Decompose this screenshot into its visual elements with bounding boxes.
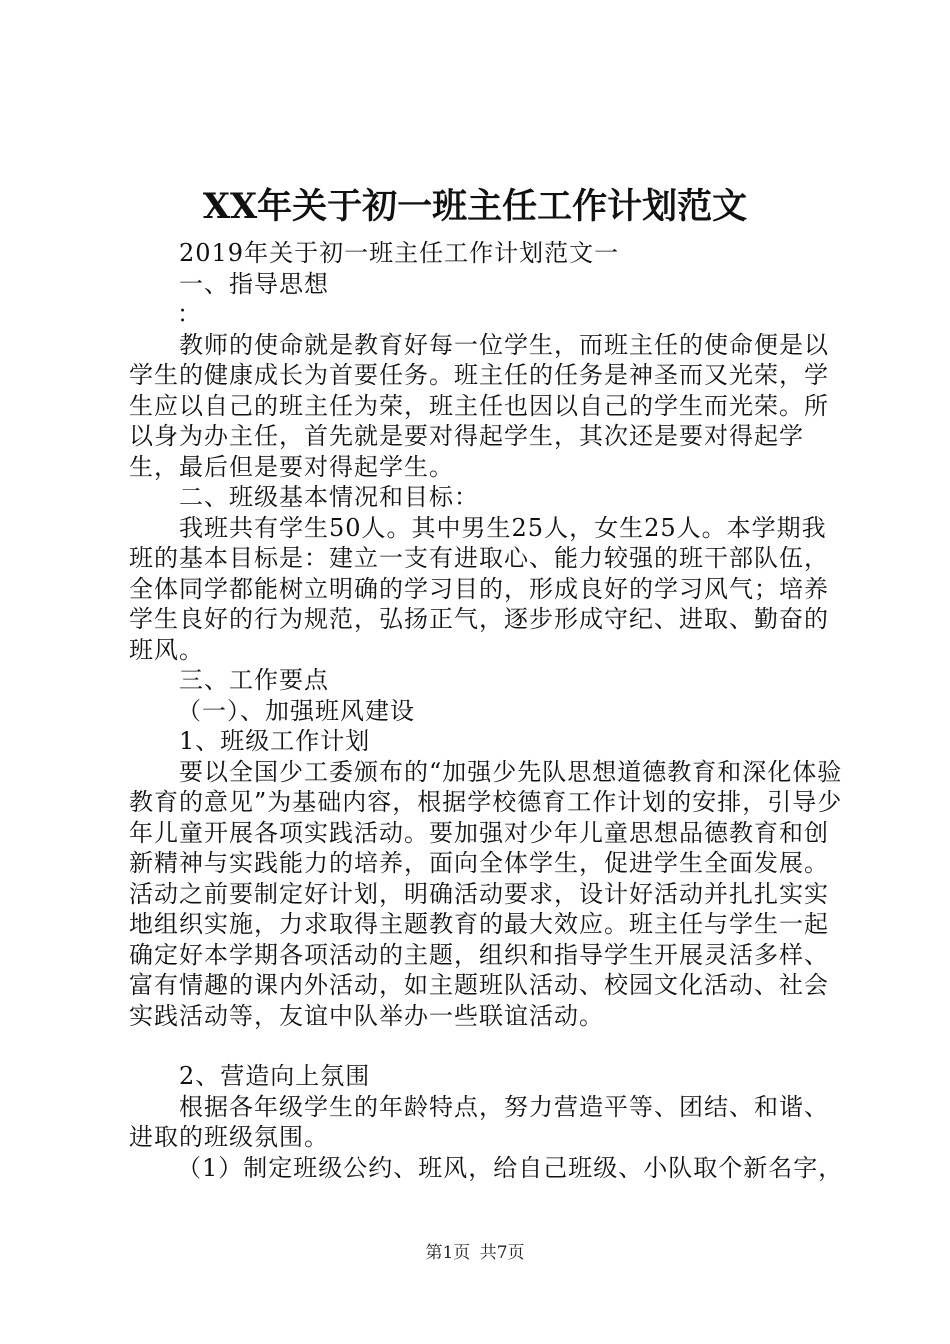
paragraph-mission: 教师的使命就是教育好每一位学生，而班主任的使命便是以学生的健康成长为首要任务。班主任的任务是神圣而又光荣，学生应以自己的班主任为荣，班主任也因以自己的学生而光荣。所以身为办主任，首先就是要对得起学生，其次还是要对得起学生，最后但是要对得起学生。: [129, 330, 829, 481]
paragraph-work-plan: 要以全国少工委颁布的“加强少先队思想道德教育和深化体验教育的意见”为基础内容，根据学校德育工作计划的安排，引导少年儿童开展各项实践活动。要加强对少年儿童思想品德教育和创新精神与实践能力的培养，面向全体学生，促进学生全面发展。活动之前要制定好计划，明确活动要求，设计好活动并扎扎实实地组织实施，力求取得主题教育的最大效应。班主任与学生一起确定好本学期各项活动的主题，组织和指导学生开展灵活多样、富有情趣的课内外活动，如主题班队活动、校园文化活动、社会实践活动等，友谊中队举办一些联谊活动。: [129, 757, 843, 1030]
item-heading-2: 2、营造向上氛围: [179, 1062, 371, 1090]
page-total: 共7页: [479, 1243, 525, 1263]
section-heading-2: 二、班级基本情况和目标：: [179, 483, 479, 511]
page-footer: [0, 1242, 950, 1264]
paragraph-class-rules: （1）制定班级公约、班风，给自己班级、小队取个新名字，: [177, 1153, 844, 1182]
paragraph-gap: [129, 1031, 849, 1061]
paragraph-class-info: 我班共有学生50人。其中男生25人，女生25人。本学期我班的基本目标是：建立一支有进取心、能力较强的班干部队伍，全体同学都能树立明确的学习目的，形成良好的学习风气；培养学生良好的行为规范，弘扬正气，逐步形成守纪、进取、勤奋的班风。: [129, 513, 829, 664]
section-heading-3: 三、工作要点: [179, 666, 329, 694]
colon-line: ：: [177, 300, 202, 328]
paragraph-atmosphere: 根据各年级学生的年龄特点，努力营造平等、团结、和谐、进取的班级氛围。: [129, 1092, 829, 1151]
item-heading-1: 1、班级工作计划: [179, 727, 371, 755]
subtitle-line: 2019年关于初一班主任工作计划范文一: [179, 239, 620, 267]
subsection-heading-1: （一）、加强班风建设: [177, 696, 415, 725]
document-body: [129, 238, 849, 1183]
document-title: XX年关于初一班主任工作计划范文: [202, 186, 748, 227]
section-heading-1: 一、指导思想: [179, 269, 329, 298]
page-number: 第1页: [425, 1243, 471, 1263]
